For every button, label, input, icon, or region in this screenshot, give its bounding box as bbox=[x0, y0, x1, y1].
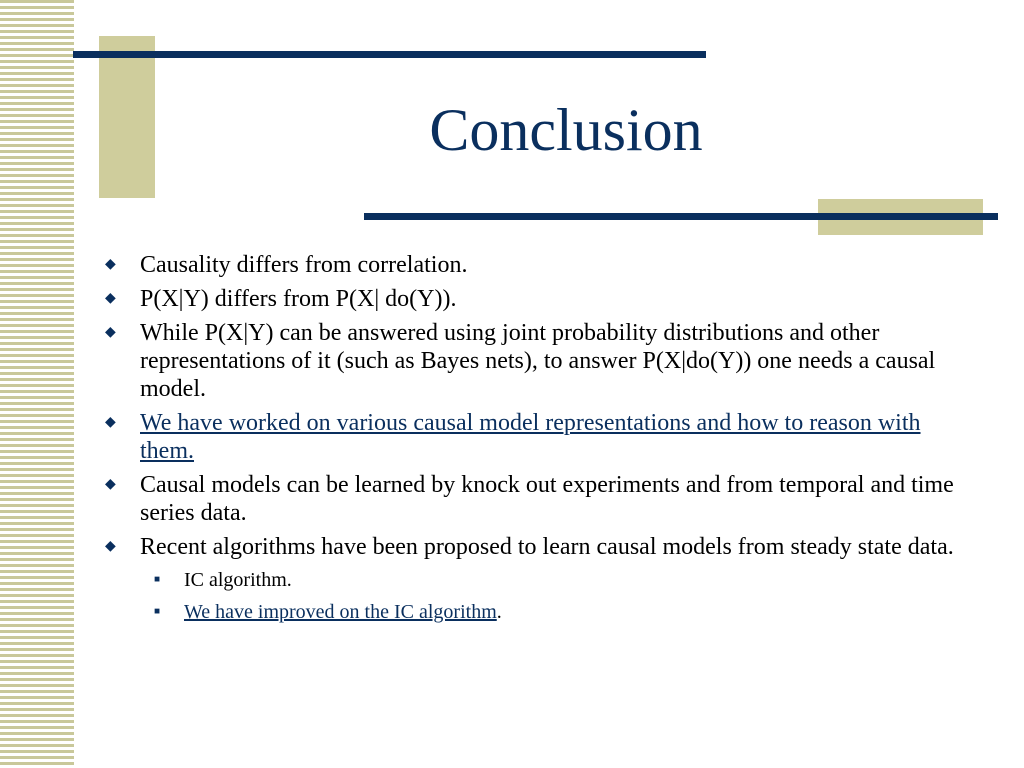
bullet-item bbox=[103, 471, 963, 527]
sub-bullet-item bbox=[140, 567, 963, 593]
sub-bullet-list bbox=[140, 567, 963, 625]
ic-algorithm-link[interactable]: We have improved on the IC algorithm bbox=[184, 601, 497, 623]
diamond-bullet-icon: ◆ bbox=[105, 257, 116, 272]
bullet-item bbox=[103, 533, 963, 625]
sub-bullet-item bbox=[140, 599, 963, 625]
bullet-text: Causal models can be learned by knock out experiments and from temporal and time series data. bbox=[140, 472, 954, 526]
bullet-text: P(X|Y) differs from P(X| do(Y)). bbox=[140, 286, 457, 312]
bullet-list bbox=[103, 251, 963, 631]
causal-models-link[interactable]: We have worked on various causal model representations and how to reason with them. bbox=[140, 410, 921, 464]
diamond-bullet-icon: ◆ bbox=[105, 415, 116, 430]
accent-block-top bbox=[99, 36, 155, 198]
bullet-item bbox=[103, 409, 963, 465]
diamond-bullet-icon: ◆ bbox=[105, 539, 116, 554]
sub-bullet-suffix: . bbox=[496, 601, 502, 623]
decorative-stripes bbox=[0, 0, 74, 768]
diamond-bullet-icon: ◆ bbox=[105, 291, 116, 306]
sub-bullet-text: IC algorithm. bbox=[184, 569, 292, 591]
title-rule-top bbox=[73, 51, 706, 58]
bullet-item bbox=[103, 319, 963, 403]
title-rule-bottom bbox=[364, 213, 998, 220]
bullet-text: Causality differs from correlation. bbox=[140, 252, 468, 278]
slide-title: Conclusion bbox=[429, 97, 703, 163]
bullet-item bbox=[103, 285, 963, 313]
square-bullet-icon: ■ bbox=[154, 574, 161, 585]
bullet-text: While P(X|Y) can be answered using joint probability distributions and other representations of it (such as Bayes nets), to answer P(X|do(Y)) one needs a causal model. bbox=[140, 320, 936, 402]
square-bullet-icon: ■ bbox=[154, 606, 161, 617]
diamond-bullet-icon: ◆ bbox=[105, 325, 116, 340]
diamond-bullet-icon: ◆ bbox=[105, 477, 116, 492]
bullet-text: Recent algorithms have been proposed to learn causal models from steady state data. bbox=[140, 534, 954, 560]
bullet-item bbox=[103, 251, 963, 279]
